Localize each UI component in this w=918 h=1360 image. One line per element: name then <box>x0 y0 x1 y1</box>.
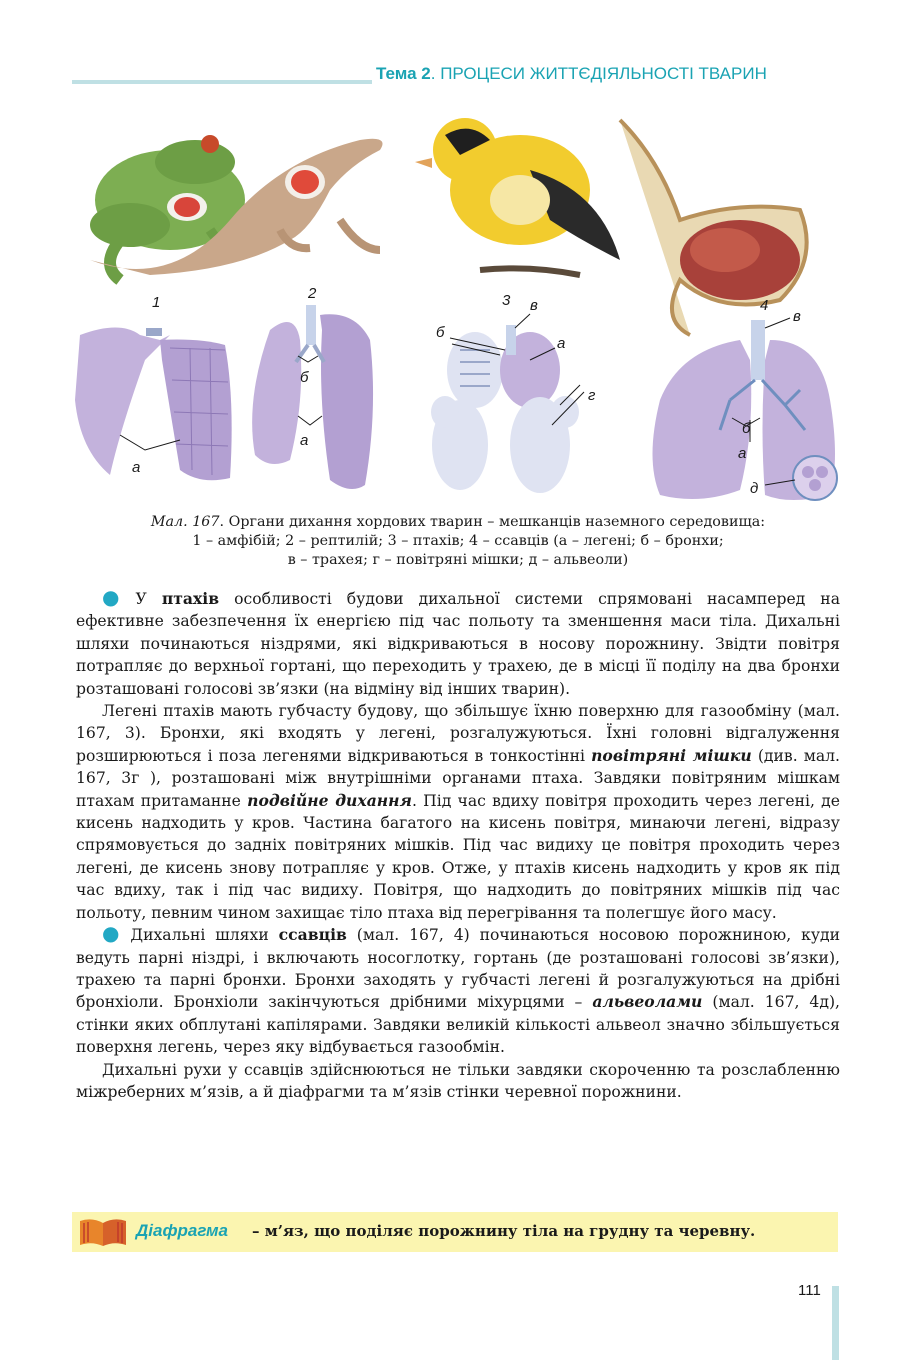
p3-t1: Дихальні шляхи <box>130 926 279 945</box>
mammal-lungs <box>653 308 838 500</box>
p1-bold-birds: птахів <box>161 589 220 608</box>
p2-t3: . Під час вдиху повітря проходить через легені, де кисень надходить у кров. Частина багатого на кисень повітря, минаючи легені, відразу спрямовується до задніх повітряних мішків. Під час видиху це повітря проходить через легені, де кисень знову потрапляє у кров. Отже, у птахів кисень надходить у кров як під час вдиху, так і під час видиху. Повітря, що надходить до повітряних мішків під час польоту, певним чином захищає тіло птаха від перегрівання та полегшує його масу. <box>76 791 841 922</box>
header-rule <box>72 80 372 84</box>
paragraph-birds <box>76 585 840 700</box>
caption-line-3: в – трахея; г – повітряні мішки; д – альвеоли) <box>287 552 629 568</box>
caption-line-1-text: . Органи дихання хордових тварин – мешканців наземного середовища: <box>219 514 766 530</box>
definition-box <box>72 1212 838 1252</box>
bullet-icon: ● <box>102 585 130 609</box>
bullet-icon: ● <box>102 921 125 946</box>
paragraph-breathing-movements: Дихальні рухи у ссавців здійснюються не тільки завдяки скороченню та розслабленню міжреберних м’язів, а й діафрагми та м’язів стінки черевної порожнини. <box>76 1060 840 1101</box>
label-a-panel1: а <box>132 459 141 476</box>
label-a-panel4: а <box>738 445 747 462</box>
figure-167 <box>60 100 850 510</box>
p2-t1: Легені птахів мають губчасту будову, що збільшує їхню поверхню для газообміну (мал. 167, 3). Бронхи, які входять у легені, розгалужуються. Їхні головні відгалуження розширюються і поза легенями відкриваються в тонкостінні <box>76 702 840 765</box>
label-b-panel4: б <box>742 420 751 437</box>
reptile-lungs <box>252 305 373 489</box>
definition-text: – м’яз, що поділяє порожнину тіла на грудну та черевну. <box>252 1222 756 1240</box>
amphibian-lungs <box>75 328 232 481</box>
caption-line-1 <box>72 513 844 532</box>
p3-bold-mammals: ссавців <box>278 925 347 945</box>
page-number: 111 <box>798 1282 821 1299</box>
label-v-panel3: в <box>530 297 538 314</box>
body-text <box>76 585 841 1103</box>
term-double-breathing: подвійне дихання <box>247 790 412 810</box>
panel-number-3: 3 <box>502 292 511 309</box>
term-air-sacs: повітряні мішки <box>591 745 752 765</box>
label-a-panel3: а <box>557 335 566 352</box>
topic-label: Тема 2 <box>376 64 431 83</box>
label-b-panel2: б <box>300 369 309 386</box>
term-alveoli: альвеолами <box>592 992 703 1012</box>
figure-caption <box>72 513 844 570</box>
p1-before: У <box>135 590 162 608</box>
paragraph-mammals <box>76 921 841 1058</box>
paragraph-bird-lungs <box>76 700 840 924</box>
p1-after: особливості будови дихальної системи спрямовані насамперед на ефективне забезпечення їх енергією під час польоту та зменшення маси тіла. Дихальні шляхи починаються ніздрями, які відкриваються в носову порожнину. Звідти повітря потрапляє до верхньої гортані, що переходить у трахею, де в місці її поділу на два бронхи розташовані голосові зв’язки (на відміну від інших тварин). <box>76 590 840 698</box>
panel-number-4: 4 <box>760 297 769 314</box>
bird-illustration <box>415 118 620 275</box>
p3-t2: (мал. 167, 4) починаються носовою порожниною, куди ведуть парні ніздрі, і включають носоглотку, гортань (де розташовані голосові зв’язки), трахею та парні бронхи. Бронхи заходять у губчасті легені й розгалужуються на дрібні бронхіоли. Бронхіоли закінчуються дрібними міхурцями – <box>76 926 841 1012</box>
topic-title: . ПРОЦЕСИ ЖИТТЄДІЯЛЬНОСТІ ТВАРИН <box>430 64 767 83</box>
label-d-panel4: д <box>750 480 759 497</box>
label-g-panel3: г <box>588 387 596 404</box>
definition-term: Діафрагма <box>136 1221 229 1240</box>
page-edge-bar <box>832 1286 839 1360</box>
caption-line-2: 1 – амфібій; 2 – рептилій; 3 – птахів; 4 – ссавців (а – легені; б – бронхи; <box>192 533 724 549</box>
book-icon <box>78 1217 128 1247</box>
bird-lungs <box>431 297 596 493</box>
p3-t3: (мал. 167, 4д), стінки яких обплутані капілярами. Завдяки великій кількості альвеол значно збільшується поверхня легень, через яку відбувається газообмін. <box>76 993 840 1057</box>
label-b-panel3: б <box>436 324 445 341</box>
caption-prefix: Мал. 167 <box>150 514 220 530</box>
mammal-illustration <box>620 120 807 335</box>
panel-number-2: 2 <box>308 285 317 302</box>
label-a-panel2: а <box>300 432 309 449</box>
p2-t2: (див. мал. 167, 3г ), розташовані між внутрішніми органами птаха. Завдяки повітряним мішкам птахам притаманне <box>76 746 840 810</box>
panel-number-1: 1 <box>152 294 161 311</box>
label-v-panel4: в <box>793 308 801 325</box>
header-title <box>376 64 767 84</box>
